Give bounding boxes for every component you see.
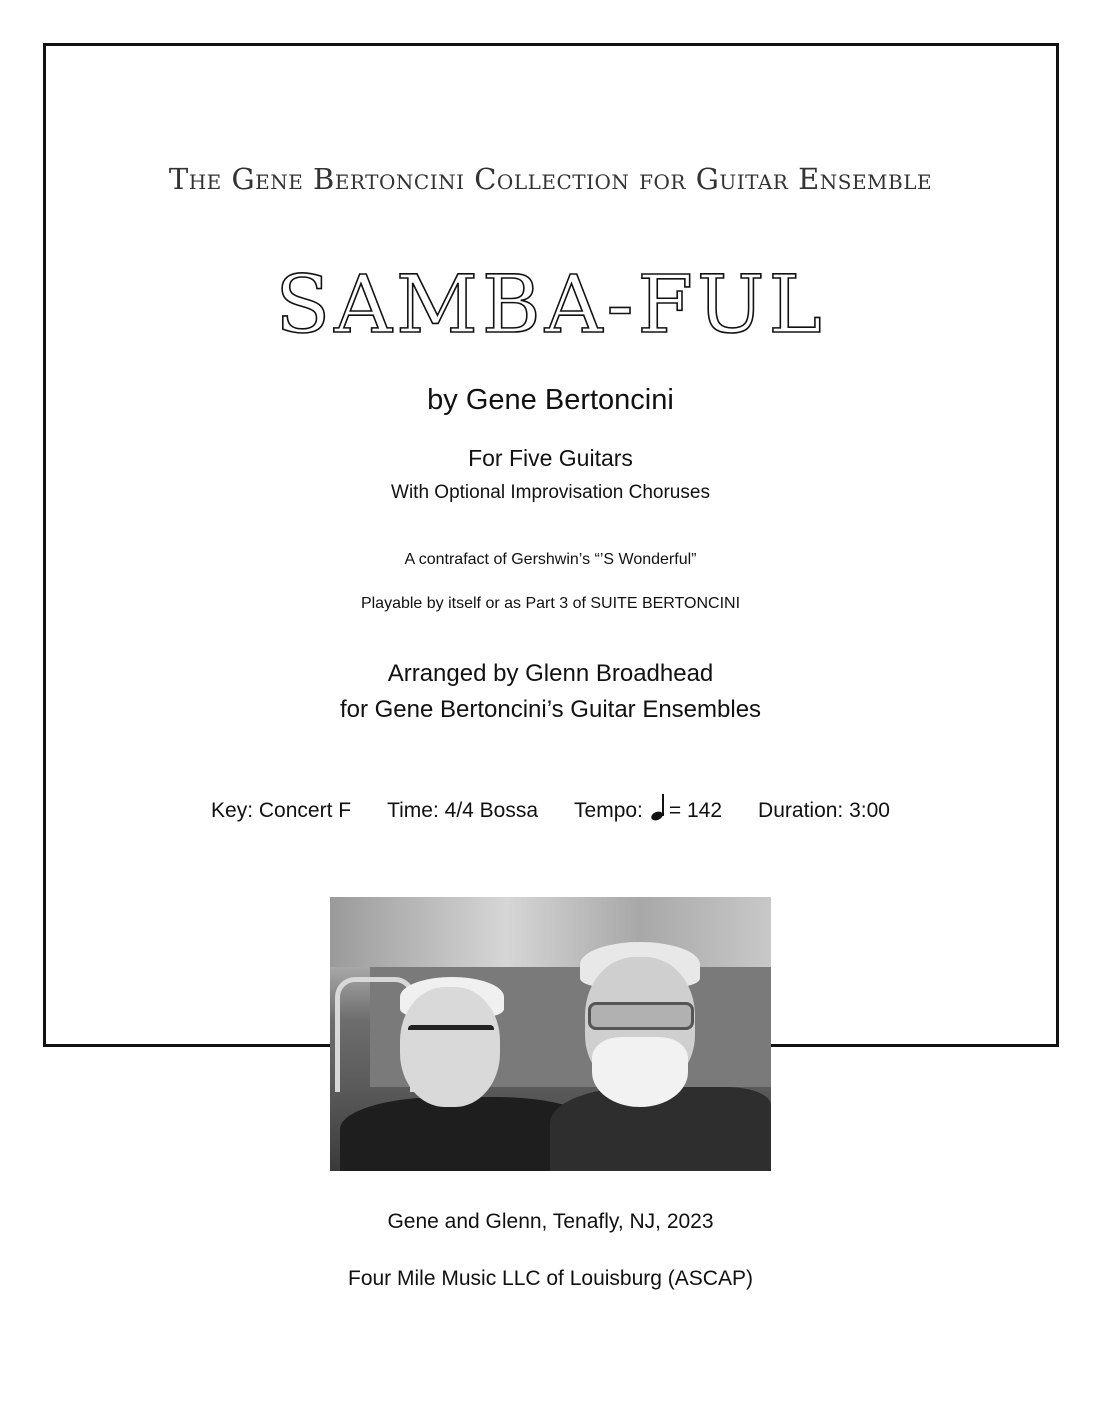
key-info: Key: Concert F	[211, 799, 352, 822]
portrait-photo	[330, 897, 771, 1171]
duration-info: Duration: 3:00	[758, 799, 890, 822]
time-info: Time: 4/4 Bossa	[387, 799, 539, 822]
piece-metadata	[0, 794, 1101, 823]
series-title: The Gene Bertoncini Collection for Guitar Ensemble	[168, 162, 933, 196]
subtitle: With Optional Improvisation Choruses	[391, 482, 710, 503]
photo-caption: Gene and Glenn, Tenafly, NJ, 2023	[387, 1210, 714, 1233]
publisher: Four Mile Music LLC of Louisburg (ASCAP)	[348, 1267, 753, 1290]
contrafact-note: A contrafact of Gershwin’s “’S Wonderful”	[404, 551, 697, 568]
tempo-label: Tempo:	[574, 799, 643, 822]
instrumentation: For Five Guitars	[468, 445, 633, 471]
quarter-note-icon	[651, 794, 667, 820]
composer-line: by Gene Bertoncini	[427, 384, 674, 416]
arranger-line-1: Arranged by Glenn Broadhead	[387, 660, 714, 687]
piece-title: SAMBA-FUL	[275, 258, 826, 351]
tempo-value: = 142	[668, 799, 723, 822]
arranger-line-2: for Gene Bertoncini’s Guitar Ensembles	[339, 696, 762, 723]
playable-note: Playable by itself or as Part 3 of SUITE BERTONCINI	[360, 595, 741, 612]
